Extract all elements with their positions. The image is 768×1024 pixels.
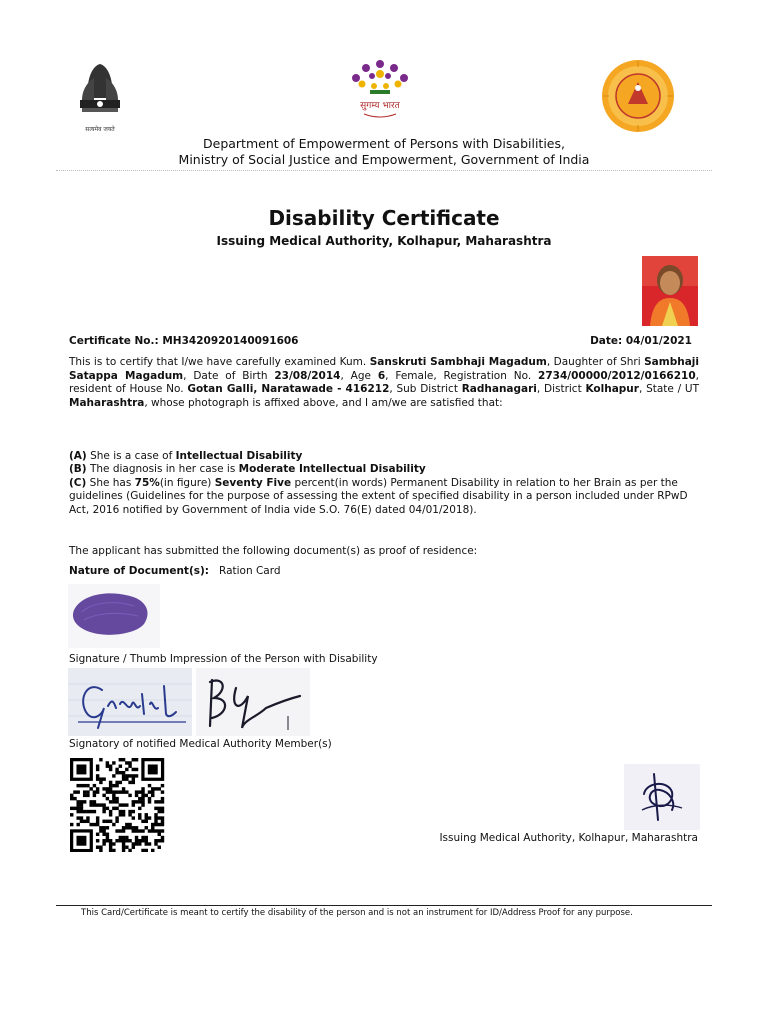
authority-signature [624, 764, 700, 830]
footer-note: This Card/Certificate is meant to certify the disability of the person and is not an instrument for ID/Address Proof for any purpose. [81, 908, 633, 918]
certification-paragraph: This is to certify that I/we have carefully examined Kum. Sanskruti Sambhaji Magadum, Daughter of Shri Sambhaji Satappa Magadum, Date of Birth 23/08/2014, Age 6, Female, Registration No. 2734/00000/2012/0166210, resident of House No. Gotan Galli, Naratawade - 416212, Sub District Radhanagari, District Kolhapur, State / UT Maharashtra, whose photograph is affixed above, and I am/we are satisfied that: [69, 356, 700, 409]
state: Maharashtra [69, 396, 145, 409]
signatory-label: Signatory of notified Medical Authority Member(s) [69, 738, 332, 750]
disability-percent-words: Seventy Five [214, 476, 292, 489]
district: Kolhapur [585, 383, 639, 395]
point-a: (A) She is a case of Intellectual Disability [69, 450, 303, 462]
diagnosis: Moderate Intellectual Disability [238, 463, 426, 476]
certificate-number-value: MH3420920140091606 [162, 335, 299, 347]
registration-number: 2734/00000/2012/0166210 [538, 369, 696, 382]
address: Gotan Galli, Naratawade - 416212 [187, 383, 390, 395]
department-line-1: Department of Empowerment of Persons with Disabilities, [203, 136, 565, 151]
header-divider [56, 170, 712, 171]
certificate-date [590, 335, 692, 347]
point-c: (C) She has 75%(in figure) Seventy Five percent(in words) Permanent Disability in relation to her Brain as per the guidelines (Guidelines for the purpose of assessing the extent of specified disability in a person included under RPwD Act, 2016 notified by Government of India vide S.O. 76(E) dated 04/01/2018). [69, 476, 688, 516]
thumb-impression [68, 584, 160, 648]
maharashtra-seal [600, 58, 676, 134]
member-signature-2 [196, 668, 310, 736]
emblem-motto: सत्यमेव जयते [85, 126, 115, 133]
qr-code[interactable] [68, 758, 166, 852]
father-name: Sambhaji Satappa Magadum [69, 356, 699, 382]
certificate-date-label: Date: [590, 335, 623, 347]
department-header [0, 136, 768, 168]
certificate-number-label: Certificate No.: [69, 335, 159, 347]
disability-percent: 75% [134, 476, 160, 489]
member-signature-1 [68, 668, 192, 736]
date-of-birth: 23/08/2014 [274, 369, 341, 382]
certificate-number [69, 335, 299, 347]
nature-of-document-value: Ration Card [219, 565, 281, 577]
certificate-date-value: 04/01/2021 [625, 335, 692, 347]
accessible-india-text: सुगम्य भारत [360, 101, 400, 111]
department-line-2: Ministry of Social Justice and Empowerment, Government of India [178, 152, 590, 167]
page-subtitle: Issuing Medical Authority, Kolhapur, Maharashtra [216, 234, 552, 248]
accessible-india-logo [344, 56, 416, 126]
national-emblem [72, 58, 128, 136]
age: 6 [377, 369, 386, 382]
nature-of-document-label: Nature of Document(s): [69, 565, 209, 577]
footer-divider [56, 905, 712, 906]
applicant-photo [642, 256, 698, 326]
nature-of-document [69, 565, 281, 577]
proof-intro: The applicant has submitted the following document(s) as proof of residence: [69, 545, 478, 557]
point-b: (B) The diagnosis in her case is Moderate Intellectual Disability [69, 463, 426, 476]
disability-points [69, 450, 699, 517]
issuing-authority-label: Issuing Medical Authority, Kolhapur, Maharashtra [439, 832, 698, 844]
thumb-impression-label: Signature / Thumb Impression of the Person with Disability [69, 653, 378, 665]
disability-type: Intellectual Disability [175, 450, 303, 462]
applicant-name: Sanskruti Sambhaji Magadum [369, 356, 547, 368]
page-title: Disability Certificate [268, 206, 500, 230]
sub-district: Radhanagari [461, 383, 537, 395]
